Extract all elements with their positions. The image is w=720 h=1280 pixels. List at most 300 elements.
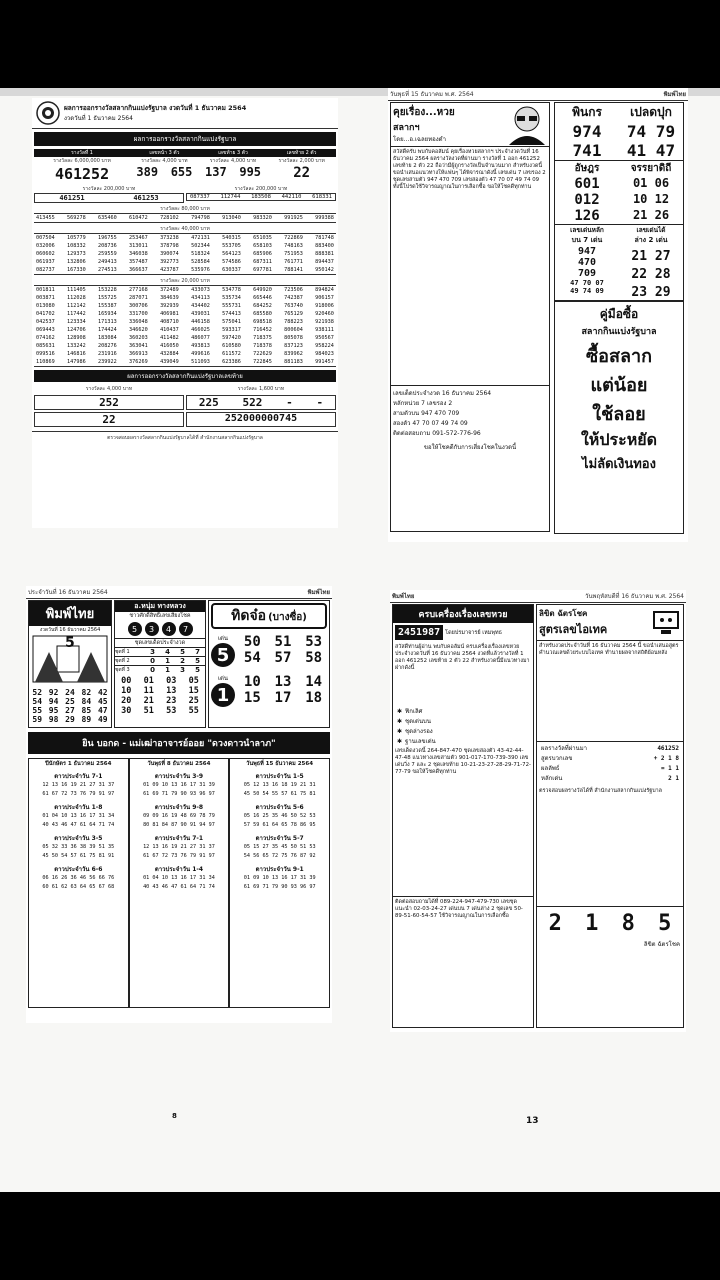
- formula-value: = 1 1: [660, 765, 679, 772]
- prize-row: [34, 258, 336, 266]
- hit-subtitle: (บางซื่อ): [268, 612, 307, 623]
- prize-number: 085631: [36, 343, 55, 349]
- prize-number: 069443: [36, 327, 55, 333]
- prize-number: 416050: [160, 343, 179, 349]
- prize-number: 597420: [222, 335, 241, 341]
- lower-number-b: 225: [198, 396, 219, 409]
- star-set-numbers: 09 09 16 19 48 69 78 79: [143, 813, 215, 819]
- slogan-heading: คู่มือซื้อ: [599, 307, 639, 321]
- star-column: [28, 758, 129, 1008]
- prize-number: 493813: [191, 343, 210, 349]
- prize-row: [34, 286, 336, 294]
- prize-number: 231916: [98, 351, 117, 357]
- star-set-label: ดาวประจำวัน 5-6: [255, 804, 304, 811]
- star-number: 5: [128, 622, 142, 636]
- prize-number: 410437: [160, 327, 179, 333]
- grid-number: 29: [65, 715, 75, 724]
- prize-number: 574413: [222, 311, 241, 317]
- star-set-numbers: 80 81 84 87 90 91 94 97: [143, 822, 215, 828]
- grid-number: 30: [121, 706, 132, 716]
- star-set-numbers: 05 15 27 35 45 50 51 53: [243, 844, 316, 850]
- formula-value: + 2 1 8: [653, 755, 679, 762]
- prize-number: 748163: [284, 243, 303, 249]
- box-subtitle: ชาวศักดิ์สิทธิ์เลขเสี่ยงโชค: [129, 613, 191, 619]
- prize-number: 336048: [129, 319, 148, 325]
- lower-number-c: 22: [34, 412, 184, 427]
- prize-number: 888381: [315, 251, 334, 257]
- table-cell: 3: [180, 666, 185, 674]
- big-digit: 2: [548, 911, 562, 936]
- prize-number: 155725: [98, 295, 117, 301]
- table-cell: 5: [195, 657, 200, 665]
- prize-number: 117442: [67, 311, 86, 317]
- pick-number: 974: [572, 122, 602, 141]
- prize-number: 277168: [129, 287, 148, 293]
- prize-number: 129373: [67, 251, 86, 257]
- prize-row: [34, 318, 336, 326]
- prize-number: 511093: [191, 359, 210, 365]
- formula-list: [537, 741, 683, 786]
- prize-number: 042537: [36, 319, 55, 325]
- column-title: คุยเรื่อง...หวย: [393, 107, 455, 118]
- prize-row: [34, 242, 336, 250]
- prize-number: 502344: [191, 243, 210, 249]
- prize-number: 423787: [160, 267, 179, 273]
- prize-number: 723506: [284, 287, 303, 293]
- grid-number: 54: [32, 697, 43, 706]
- prize-row: [34, 342, 336, 350]
- fourth-prize-rows: [34, 233, 336, 275]
- results-footer: ตรวจสอบผลรางวัลสลากกินแบ่งรัฐบาลได้ที่ สำนักงานสลากกินแบ่งรัฐบาล: [32, 431, 338, 442]
- pick-number: 74 79: [626, 122, 676, 141]
- prize-number: 392773: [160, 259, 179, 265]
- table-cell: 1: [165, 666, 170, 674]
- grid-number: 25: [65, 697, 75, 706]
- grid-row: [29, 715, 111, 724]
- prize-number: 535976: [191, 267, 210, 273]
- hit-title: ทิดจ๋อ: [231, 608, 267, 624]
- table-cell: 0: [150, 657, 155, 665]
- two-digit-grid: [115, 676, 205, 716]
- formula-label: สูตรบวกเลข: [541, 755, 573, 762]
- grid-row: [115, 696, 205, 706]
- prize-number: 003871: [36, 295, 55, 301]
- column-line: สามตัวบน 947 470 709: [393, 410, 460, 417]
- prize-number: 781748: [315, 235, 334, 241]
- prize-number: 300706: [129, 303, 148, 309]
- grid-row: [29, 697, 111, 706]
- star-banner: ยิน บอกด - แม่เฒ่าอาจารย์ออย "ดวงดาวนำลาภ": [28, 732, 330, 754]
- star-set-numbers: 61 69 71 79 90 93 96 97: [143, 791, 215, 797]
- star-set-label: ดาวประจำวัน 1-8: [54, 804, 103, 811]
- star-set-label: ดาวประจำวัน 7-1: [54, 773, 103, 780]
- prize-number: 800604: [284, 327, 303, 333]
- prize-number: 486077: [191, 335, 210, 341]
- table-row: [115, 665, 205, 674]
- prize-number: 408710: [160, 319, 179, 325]
- prize-number: 751953: [284, 251, 303, 257]
- formula-label: ผลลัพธ์: [541, 765, 560, 772]
- column-page-10: [388, 88, 688, 542]
- table-row-label: ชุดที่ 1: [115, 649, 130, 655]
- prize-number: 074162: [36, 335, 55, 341]
- prize-number: 716452: [253, 327, 272, 333]
- right-article: สำหรับงวดประจำวันที่ 16 ธันวาคม 2564 นี้ ขอนำเสนอสูตรคำนวณเลขด้วยระบบไอเทค ทำนายผลจากสถิติย้อนหลัง: [539, 643, 679, 656]
- prize-number: 183084: [98, 335, 117, 341]
- pick-number: 01 06: [632, 176, 670, 190]
- tips-page-8: [26, 586, 332, 1023]
- table-cell: 0: [150, 666, 155, 674]
- prize-number: 906157: [315, 295, 334, 301]
- table-cell: 5: [195, 666, 200, 674]
- star-set-numbers: 61 67 72 73 76 79 91 97: [143, 853, 215, 859]
- grid-number: 45: [97, 697, 108, 706]
- prize-number: 372489: [160, 287, 179, 293]
- grid-number: 52: [32, 688, 43, 697]
- prize-number: 635460: [98, 215, 117, 221]
- prize-number: 697781: [253, 267, 272, 273]
- prize-number: 685906: [253, 251, 272, 257]
- prize-number: 742387: [284, 295, 303, 301]
- prize-row: [34, 214, 336, 222]
- back3-number: 137: [205, 165, 227, 179]
- prize-number: 060602: [36, 251, 55, 257]
- prize-row: [34, 350, 336, 358]
- grid-number: 84: [81, 697, 92, 706]
- prize-number: 439031: [191, 311, 210, 317]
- prize-number: 575041: [222, 319, 241, 325]
- prize-number: 171313: [98, 319, 117, 325]
- prize-number: 649920: [253, 287, 272, 293]
- star-set-numbers: 40 43 46 47 61 64 71 74: [143, 884, 215, 890]
- up-label: เด่น: [217, 635, 229, 642]
- grid-number: 94: [48, 697, 59, 706]
- prize-number: 146816: [67, 351, 86, 357]
- government-seal-icon: [36, 101, 60, 125]
- bullet-item: ชุดเด่นบน: [405, 718, 431, 725]
- prize-row: [34, 302, 336, 310]
- bottom-black-bar: [0, 1192, 720, 1280]
- hit-number: 17: [274, 690, 292, 706]
- two-digit-small: 49 74 09: [570, 287, 604, 295]
- prize-number: 112142: [67, 303, 86, 309]
- page-header-paper: พิมพ์ไทย: [663, 91, 686, 98]
- grid-row: [115, 686, 205, 696]
- third-prize-rows: [34, 213, 336, 223]
- lead-digit-label: เลขเด่นหลัก: [570, 226, 604, 234]
- table-row-label: ชุดที่ 2: [115, 658, 130, 664]
- two-digit-big: 22 28: [631, 267, 671, 282]
- three-digit: 947: [577, 246, 597, 257]
- lead-digit-label: เลขเด่นได้: [636, 226, 666, 234]
- prize-number: 411482: [160, 335, 179, 341]
- prize-number: 983320: [253, 215, 272, 221]
- pick-number: 41 47: [626, 141, 676, 160]
- lower-number-b: 522: [242, 396, 263, 409]
- amount-back2: รางวัลละ 2,000 บาท: [278, 158, 325, 164]
- prize-number: 722845: [253, 359, 272, 365]
- prize-number: 392939: [160, 303, 179, 309]
- table-cell: 4: [165, 648, 170, 656]
- column-article: สวัสดีครับ พบกับคอลัมน์ คุยเรื่องหวยสลากฯ ประจำงวดวันที่ 16 ธันวาคม 2564 ผลรางวัลงวดที่ผ่านมา รางวัลที่ 1 ออก 461252 เลขท้าย 2 ตัว 22 ถือว่ามีผู้ถูกรางวัลเป็นจำนวนมาก สำหรับงวดนี้ขอนำเสนอแนวทางให้แฟนๆ ได้พิจารณาดังนี้ เลขเด่น 7 เลขรอง 2 ชุดเลขสามตัว 947 470 709 เลขสองตัว 47 70 07 49 74 09 ทั้งนี้โปรดใช้วิจารณญาณในการเลือกซื้อ ขอให้โชคดีทุกท่าน: [393, 149, 546, 190]
- lower-number-d: 252000000745: [186, 412, 336, 427]
- star-set-label: ดาวประจำวัน 6-6: [54, 866, 103, 873]
- column-article-3: ติดต่อสอบถามได้ที่ 089-224-947-479-730 เลขชุดแนะนำ 02-03-24-27 เด่นบน 7 เด่นล่าง 2 ชุดเลข 50-89-51-60-54-57 ใช้วิจารณญาณในการเลือกซื้อ: [393, 896, 533, 1006]
- page-number: 13: [526, 1116, 539, 1126]
- hit-number: 50: [243, 634, 261, 650]
- star-number: 7: [179, 622, 193, 636]
- hit-number: 51: [274, 634, 292, 650]
- slogan-line: ไม่ลัดเงินทอง: [582, 457, 656, 472]
- formula-row: [541, 754, 679, 764]
- grid-number: 42: [97, 688, 108, 697]
- formula-row: [541, 774, 679, 784]
- prize-number: 253467: [129, 235, 148, 241]
- pick-number: 741: [572, 141, 602, 160]
- grid-number: 25: [188, 696, 199, 706]
- prize-number: 013080: [36, 303, 55, 309]
- prize-number: 718378: [253, 343, 272, 349]
- prize-number: 433073: [191, 287, 210, 293]
- prize-number: 518324: [191, 251, 210, 257]
- grid-number: 01: [143, 676, 154, 686]
- prize-number: 384639: [160, 295, 179, 301]
- prize-number: 099516: [36, 351, 55, 357]
- prize-number: 623386: [222, 359, 241, 365]
- prize-row: [34, 326, 336, 334]
- prize-row: [34, 334, 336, 342]
- big-digit: 8: [621, 911, 635, 936]
- left-number-grid: [29, 688, 111, 724]
- bullet-icon: ✱: [397, 737, 403, 745]
- column-line: ติดต่อสอบถาม 091-572-776-96: [393, 430, 481, 437]
- page-header-date: วันพุธที่ 15 ธันวาคม พ.ศ. 2564: [390, 91, 474, 98]
- back3-number: 995: [239, 165, 262, 179]
- prize-number: 363041: [129, 343, 148, 349]
- prize-number: 630337: [222, 267, 241, 273]
- star-set-numbers: 12 13 16 19 21 27 31 37: [143, 844, 215, 850]
- second-label: รางวัลละ 200,000 บาท: [234, 186, 288, 192]
- prize-number: 376269: [129, 359, 148, 365]
- star-set-label: ดาวประจำวัน 9-8: [154, 804, 204, 811]
- prize-number: 174424: [98, 327, 117, 333]
- prize-number: 528584: [191, 259, 210, 265]
- star-set-label: ดาวประจำวัน 5-7: [255, 835, 304, 842]
- prize-number: 499616: [191, 351, 210, 357]
- prize-number: 466025: [191, 327, 210, 333]
- prize-number: 346038: [129, 251, 148, 257]
- grid-number: 82: [81, 688, 92, 697]
- star-set-numbers: 12 13 16 19 21 27 31 37: [42, 782, 115, 788]
- prize-number: 837123: [284, 343, 303, 349]
- prize-number: 413455: [36, 215, 55, 221]
- prize-number: 883400: [315, 243, 334, 249]
- amount-front3: รางวัลละ 4,000 บาท: [141, 158, 188, 164]
- prize-number: 999388: [315, 215, 334, 221]
- grid-number: 55: [188, 706, 199, 716]
- grid-number: 15: [188, 686, 199, 696]
- prize-number: 446158: [191, 319, 210, 325]
- hit-number: 54: [243, 650, 261, 666]
- right-note: ตรวจสอบผลรางวัลได้ที่ สำนักงานสลากกินแบ่งรัฐบาล: [539, 788, 662, 794]
- grid-number: 05: [188, 676, 199, 686]
- grid-row: [115, 706, 205, 716]
- big-digit: 1: [585, 911, 599, 936]
- formula-value: 2 1: [668, 775, 679, 782]
- star-set-numbers: 45 50 54 57 61 75 81 91: [42, 853, 115, 859]
- grid-row: [29, 706, 111, 715]
- table-cell: 5: [180, 648, 185, 656]
- prize-number: 534778: [222, 287, 241, 293]
- prize-number: 001811: [36, 287, 55, 293]
- hit-number: 15: [243, 690, 261, 706]
- prize-number: 555731: [222, 303, 241, 309]
- grid-number: 49: [97, 715, 108, 724]
- grid-row: [29, 688, 111, 697]
- star-set-numbers: 01 09 10 13 16 17 31 39: [143, 782, 215, 788]
- slogan-line: ซื้อสลาก: [585, 346, 653, 367]
- two-digit-big: 21 27: [631, 249, 671, 264]
- prize-number: 373238: [160, 235, 179, 241]
- lead-digit-bottom: ล่าง 2 เด่น: [634, 236, 668, 244]
- grid-number: 24: [65, 688, 75, 697]
- star-set-numbers: 45 50 54 55 57 61 75 81: [243, 791, 316, 797]
- prize-number: 984023: [315, 351, 334, 357]
- lead-digit-1: 1: [211, 683, 235, 707]
- second-number: 183508: [251, 194, 271, 200]
- prize-number: 167330: [67, 267, 86, 273]
- prize-number: 921938: [315, 319, 334, 325]
- second-number: 442110: [281, 194, 302, 200]
- prize-number: 991457: [315, 359, 334, 365]
- star-set-numbers: 54 56 65 72 75 76 87 92: [243, 853, 316, 859]
- grid-number: 59: [32, 715, 43, 724]
- slogan-line: ให้ประหยัด: [580, 430, 657, 449]
- page-header-paper: พิมพ์ไทย: [307, 589, 330, 596]
- star-set-label: ดาวประจำวัน 3-9: [154, 773, 204, 780]
- star-set-numbers: 05 16 25 35 46 50 52 53: [243, 813, 316, 819]
- bullet-icon: ✱: [397, 727, 403, 735]
- prize-number: 434402: [191, 303, 210, 309]
- prize-number: 685580: [253, 311, 272, 317]
- prize-row: [34, 358, 336, 366]
- prize-number: 920460: [315, 311, 334, 317]
- down-label: เด่น: [217, 675, 229, 682]
- grid-number: 27: [65, 706, 75, 715]
- prize-number: 239922: [98, 359, 117, 365]
- prize-number: 208276: [98, 343, 117, 349]
- set-table: [115, 647, 205, 674]
- star-set-label: ดาวประจำวัน 9-1: [255, 866, 304, 873]
- prize-number: 991925: [284, 215, 303, 221]
- prize-number: 196755: [98, 235, 117, 241]
- star-set-numbers: 60 61 62 63 64 65 67 68: [42, 884, 115, 890]
- star-set-numbers: 05 32 33 36 38 39 51 35: [42, 844, 115, 850]
- prize-number: 124706: [67, 327, 86, 333]
- prize-number: 540315: [222, 235, 241, 241]
- table-row: [115, 656, 205, 665]
- prize-number: 249413: [98, 259, 117, 265]
- lower-label-a: รางวัลละ 4,000 บาท: [85, 386, 133, 392]
- slogan-line: แต่น้อย: [590, 375, 648, 396]
- table-row: [115, 647, 205, 656]
- prize-number: 032006: [36, 243, 55, 249]
- back2-number: 22: [293, 165, 311, 181]
- prize-number: 958224: [315, 343, 334, 349]
- results-banner: ผลการออกรางวัลสลากกินแบ่งรัฐบาล: [34, 132, 336, 146]
- amount-back3: รางวัลละ 4,000 บาท: [209, 158, 257, 164]
- prize-number: 366637: [129, 267, 148, 273]
- prize-number: 839962: [284, 351, 303, 357]
- prize-number: 610580: [222, 343, 241, 349]
- grid-number: 03: [166, 676, 177, 686]
- label-front3: เลขหน้า 3 ตัว: [130, 149, 199, 157]
- prize-number: 684252: [253, 303, 272, 309]
- second-number: 618331: [312, 194, 332, 200]
- prize-number: 378798: [160, 243, 179, 249]
- prize-number: 761771: [284, 259, 303, 265]
- star-column-date: วันพุธที่ 15 ธันวาคม 2564: [246, 761, 314, 767]
- page-number: 8: [172, 1112, 177, 1120]
- near-number: 461251: [59, 194, 85, 202]
- prize-number: 123334: [67, 319, 86, 325]
- grid-number: 47: [97, 706, 108, 715]
- star-set-numbers: 05 12 13 16 18 19 21 31: [243, 782, 316, 788]
- prize-number: 287071: [129, 295, 148, 301]
- star-set-label: ดาวประจำวัน 1-5: [255, 773, 304, 780]
- amount-first: รางวัลละ 6,000,000 บาท: [53, 158, 111, 164]
- grid-number: 10: [121, 686, 132, 696]
- front3-number: 655: [170, 165, 193, 179]
- three-digit: 470: [577, 257, 597, 268]
- hit-number: 10: [243, 674, 261, 690]
- star-set-label: ดาวประจำวัน 3-5: [54, 835, 103, 842]
- lower-number-a: 252: [34, 395, 184, 410]
- prize-row: [34, 234, 336, 242]
- third-label: รางวัลละ 80,000 บาท: [160, 206, 210, 212]
- star-set-numbers: 06 16 26 36 46 56 66 76: [42, 875, 115, 881]
- prize-number: 313011: [129, 243, 148, 249]
- prize-number: 881183: [284, 359, 303, 365]
- prize-row: [34, 250, 336, 258]
- star-column-date: วันพุธที่ 8 ธันวาคม 2564: [147, 761, 211, 767]
- grid-number: 98: [48, 715, 59, 724]
- column-article-2: เลขเด็ดงวดนี้ 264-847-470 ชุดเลขสองตัว 43-42-44-47-48 แนวทางเลขสามตัว 901-017-170-739-390 เลขเด่นวิ่ง 7 และ 2 ชุดเลขท้าย 10-21-23-27-28-29-71-72-77-79 ขอให้โชคดีทุกท่าน: [395, 748, 531, 775]
- star-number: 3: [145, 622, 159, 636]
- formula-label: หลักเด่น: [541, 775, 563, 782]
- star-set-numbers: 01 04 10 13 16 17 31 34: [42, 813, 115, 819]
- prize-number: 894824: [315, 287, 334, 293]
- badge-number: 2451987: [395, 625, 443, 640]
- grid-number: 89: [81, 715, 92, 724]
- first-prize-number: 461252: [54, 165, 110, 183]
- hit-number: 53: [305, 634, 323, 650]
- results-date: งวดวันที่ 1 ธันวาคม 2564: [64, 115, 133, 122]
- columnist-portrait-icon: [505, 103, 549, 145]
- prize-number: 165934: [98, 311, 117, 317]
- prize-number: 082737: [36, 267, 55, 273]
- hit-number: 14: [305, 674, 323, 690]
- table-cell: 1: [165, 657, 170, 665]
- prize-number: 610472: [129, 215, 148, 221]
- pick-number: 601: [574, 176, 600, 192]
- prize-number: 432884: [160, 351, 179, 357]
- table-row-label: ชุดที่ 3: [115, 667, 130, 673]
- column-line: สองตัว 47 70 07 49 74 09: [393, 420, 468, 427]
- results-banner-lower: ผลการออกรางวัลสลากกินแบ่งรัฐบาลเลขท้าย: [34, 370, 336, 382]
- prize-row: [34, 294, 336, 302]
- table-cell: 2: [180, 657, 185, 665]
